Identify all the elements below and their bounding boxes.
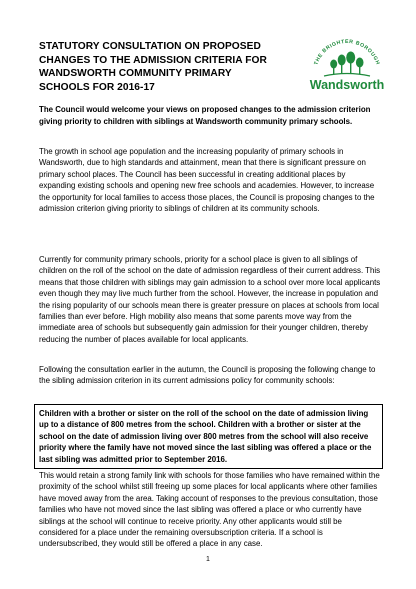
wandsworth-logo-icon [306,36,388,98]
wandsworth-logo [306,36,388,98]
body-paragraph-4: This would retain a strong family link with schools for those families who have remained within the proximity of the school whilst still freeing up some places for local applicants where other families have moved away from the area. Taking account of responses to the previous consultation, those families who have not moved since the last sibling was offered a place or who currently have siblings at the school will continue to receive priority. Any other applicants would still be considered for a place under the remaining oversubscription criteria. If a school is undersubscribed, they would still be offered a place in any case. [39,471,380,549]
document-title: STATUTORY CONSULTATION ON PROPOSED CHANGES TO THE ADMISSION CRITERIA FOR WANDSWORTH COMMUNITY PRIMARY SCHOOLS FOR 2016-17 [39,41,267,93]
logo-name: Wandsworth [309,78,385,92]
body-paragraph-3: Following the consultation earlier in the autumn, the Council is proposing the following change to the sibling admission criterion in its current admissions policy for community schools: [39,365,376,386]
body-paragraph-2: Currently for community primary schools, priority for a school place is given to all siblings of children on the roll of the school on the date of admission regardless of their current address. This means that those children with siblings may gain admission to a school over more local applicants even though they may live much further from the school. However, the increase in population and the rising popularity of our schools mean there is greater pressure on places at schools from local families than ever before. High mobility also means that some parents move way from the immediate area of schools but subsequently gain admission for their younger children, thereby reducing the number of places available for local applicants. [39,255,381,344]
svg-text:THE BRIGHTER BOROUGH [313,39,380,66]
proposed-criterion-box: Children with a brother or sister on the roll of the school on the date of admission living up to a distance of 800 metres from the school. Children with a brother or sister at the school on the date of admission living over 800 metres from the school will also receive priority where the family have not moved since the last sibling was offered a place or the last sibling was admitted prior to September 2016. [34,404,383,469]
logo-trees-icon [330,52,363,75]
page-number: 1 [206,556,210,563]
body-paragraph-1: The growth in school age population and the increasing popularity of primary schools in Wandsworth, due to high standards and attainment, mean that there is significant pressure on primary school places. The Council has been successful in creating additional places by expanding existing schools and opening new free schools and academies. However, to increase the opportunity for local families to access those places, the Council is proposing changes to the admission criterion giving priority to siblings of children at its community schools. [39,147,375,214]
intro-paragraph: The Council would welcome your views on proposed changes to the admission criterion giving priority to children with siblings at Wandsworth community primary schools. [39,105,371,126]
logo-arc-text: THE BRIGHTER BOROUGH [313,38,381,66]
